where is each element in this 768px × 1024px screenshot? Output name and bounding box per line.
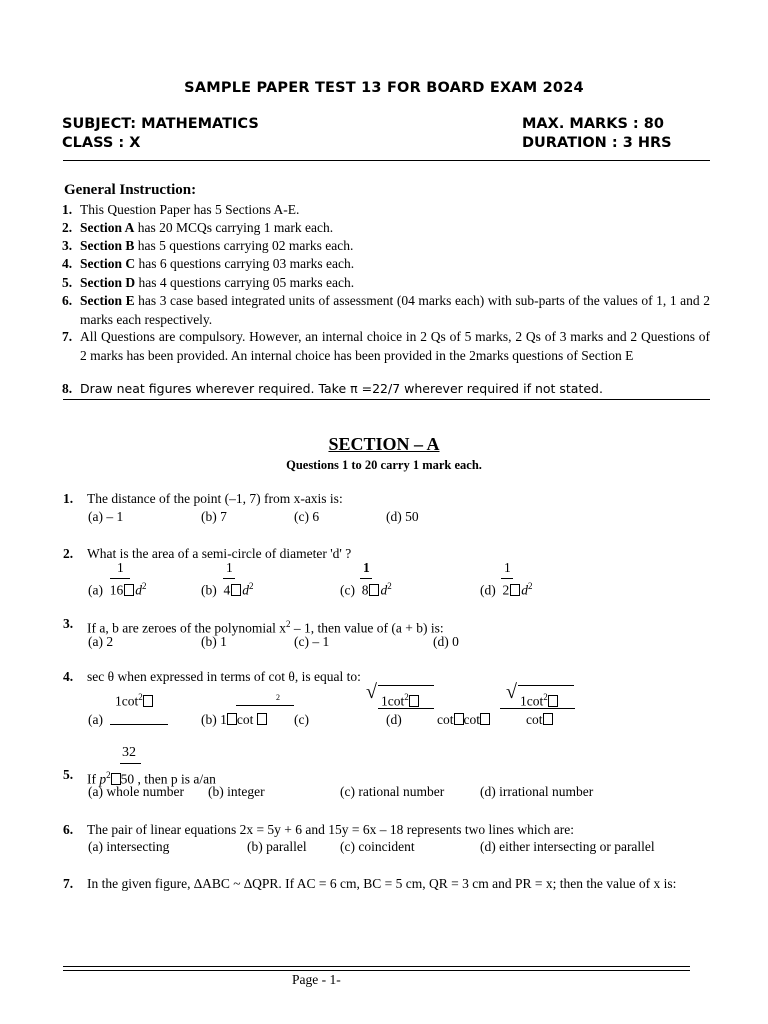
instruction-item	[62, 328, 710, 365]
question-7	[63, 875, 710, 893]
question-number: 2.	[63, 546, 74, 561]
instruction-text: has 6 questions carrying 03 marks each.	[135, 256, 355, 271]
fraction-numerator: 1	[363, 560, 370, 575]
fraction-bar	[110, 578, 130, 579]
option-b: (b) 7	[201, 509, 227, 524]
question-text: The distance of the point (–1, 7) from x-axis is:	[87, 491, 343, 506]
option-d-denominator: cot cot	[437, 712, 490, 728]
paper-title: SAMPLE PAPER TEST 13 FOR BOARD EXAM 2024	[184, 80, 584, 96]
page-number: Page - 1-	[292, 972, 341, 987]
question-text: The pair of linear equations 2x = 5y + 6 and 15y = 6x – 18 represents two lines which are:	[87, 822, 574, 837]
option-c: (c) 6	[294, 509, 320, 524]
option-b: (b) integer	[208, 784, 265, 799]
subject-label: SUBJECT: MATHEMATICS	[62, 116, 259, 132]
question-2	[63, 545, 710, 563]
instruction-number: 1.	[62, 202, 73, 217]
section-subtitle: Questions 1 to 20 carry 1 mark each.	[286, 458, 482, 472]
instruction-text: has 3 case based integrated units of assessment (04 marks each) with sub-parts of the values of 1, 1 and 2 marks each respectively.	[80, 293, 710, 327]
option-a: (a) – 1	[88, 509, 124, 524]
instruction-bold: Section A	[80, 220, 135, 235]
fraction-bar	[378, 708, 434, 709]
option-c: (c) 8 $d^2$	[340, 581, 392, 598]
instruction-text: All Questions are compulsory. However, an internal choice in 2 Qs of 5 marks, 2 Qs of 3 marks and 2 Questions of 2 marks has been provided. An internal choice has been provided in the 2marks questions of Section E	[80, 329, 710, 363]
question-number: 5.	[63, 767, 74, 782]
radical-sign: √	[366, 681, 377, 703]
radical-bar	[236, 705, 294, 706]
instruction-item	[62, 274, 710, 293]
instruction-item	[62, 237, 710, 256]
instructions-title: General Instruction:	[64, 182, 197, 198]
option-d: (d) 50	[386, 509, 419, 524]
instruction-item	[62, 219, 710, 238]
instruction-item	[62, 380, 710, 399]
question-text: sec θ when expressed in terms of cot θ, is equal to:	[87, 669, 361, 684]
footer-divider	[63, 966, 690, 967]
question-number: 4.	[63, 669, 74, 684]
instruction-text: has 5 questions carrying 02 marks each.	[134, 238, 354, 253]
fraction-bar	[500, 708, 575, 709]
question-number: 3.	[63, 616, 74, 631]
header-divider	[63, 160, 710, 161]
option-c: (c) coincident	[340, 839, 415, 854]
option-a-numerator: $1\cot^2$	[115, 692, 153, 710]
fraction-bar	[120, 763, 141, 764]
fraction-numerator: 1	[226, 560, 233, 575]
fraction-bar	[501, 578, 513, 579]
option-c: (c) – 1	[294, 634, 330, 649]
option-d-numerator: $1\cot^2$	[381, 692, 419, 710]
instruction-number: 7.	[62, 329, 73, 344]
question-number: 1.	[63, 491, 74, 506]
fraction-numerator: 1	[504, 560, 511, 575]
instruction-number: 2.	[62, 220, 73, 235]
question-number: 6.	[63, 822, 74, 837]
instruction-bold: Section E	[80, 293, 135, 308]
question-number: 7.	[63, 876, 74, 891]
duration-label: DURATION : 3 HRS	[522, 135, 672, 151]
question-1	[63, 490, 710, 508]
instruction-text: has 4 questions carrying 05 marks each.	[135, 275, 355, 290]
instruction-number: 3.	[62, 238, 73, 253]
superscript: 2	[276, 693, 280, 702]
instruction-item	[62, 292, 710, 329]
instruction-bold: Section C	[80, 256, 136, 271]
option-b: (b) parallel	[247, 839, 307, 854]
instruction-number: 6.	[62, 293, 73, 308]
option-b: (b) 4 $d^2$	[201, 581, 254, 598]
fraction-numerator: 1	[117, 560, 124, 575]
option-e-numerator: $1\cot^2$	[520, 692, 558, 710]
option-d: (d) either intersecting or parallel	[480, 839, 655, 854]
option-a: (a) 16 $d^2$	[88, 581, 147, 598]
option-b: (b) 1 cot	[201, 712, 267, 728]
instruction-bold: Section B	[80, 238, 135, 253]
option-d: (d) 0	[433, 634, 459, 649]
instruction-number: 8.	[62, 381, 73, 396]
question-5: 5. If $p^2$ 50 , then p is a/an	[63, 767, 216, 787]
question-4	[63, 668, 710, 686]
instruction-number: 5.	[62, 275, 73, 290]
instruction-item	[62, 201, 710, 220]
option-d: (d) irrational number	[480, 784, 594, 799]
max-marks-label: MAX. MARKS : 80	[522, 116, 664, 132]
question-text: In the given figure, ∆ABC ~ ∆QPR. If AC = 6 cm, BC = 5 cm, QR = 3 cm and PR = x; then the value of x is:	[87, 876, 677, 891]
footer-divider	[63, 970, 690, 971]
option-c: (c) rational number	[340, 784, 445, 799]
option-a: (a) intersecting	[88, 839, 170, 854]
option-b: (b) 1	[201, 634, 227, 649]
option-c: (c)	[294, 712, 309, 727]
instruction-text: This Question Paper has 5 Sections A-E.	[80, 202, 300, 217]
question-3: 3. If a, b are zeroes of the polynomial $x^2 - 1$, then value of (a + b) is:	[63, 616, 444, 636]
option-d: (d) 2 $d^2$	[480, 581, 533, 598]
radical-bar	[518, 685, 574, 686]
class-label: CLASS : X	[62, 135, 141, 151]
instruction-number: 4.	[62, 256, 73, 271]
option-a: (a)	[88, 712, 103, 727]
question-text: What is the area of a semi-circle of diameter 'd' ?	[87, 546, 352, 561]
fraction-numerator: 32	[122, 745, 136, 760]
option-d: (d)	[386, 712, 402, 727]
fraction-bar	[360, 578, 372, 579]
instruction-text: Draw neat figures wherever required. Take π =22/7 wherever required if not stated.	[80, 381, 603, 396]
section-title: SECTION – A	[328, 434, 440, 454]
option-a: (a) 2	[88, 634, 114, 649]
radical-sign: √	[506, 681, 517, 703]
instructions-divider	[63, 399, 710, 400]
option-e-denominator: cot	[526, 712, 553, 728]
fraction-bar	[110, 724, 168, 725]
fraction-bar	[223, 578, 235, 579]
instruction-item	[62, 255, 710, 274]
option-a: (a) whole number	[88, 784, 184, 799]
instruction-bold: Section D	[80, 275, 136, 290]
instruction-text: has 20 MCQs carrying 1 mark each.	[134, 220, 334, 235]
radical-bar	[378, 685, 434, 686]
question-6	[63, 821, 710, 839]
